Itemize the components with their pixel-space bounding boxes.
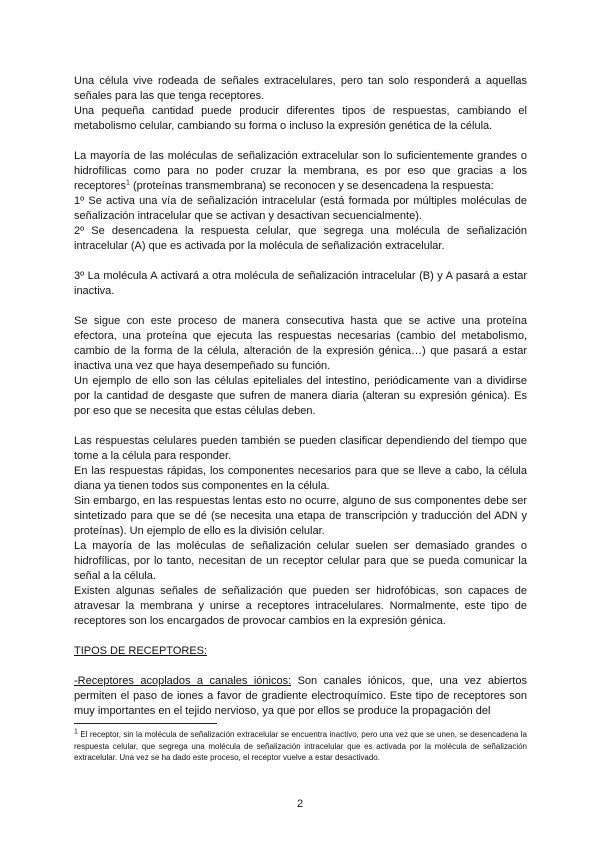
paragraph-13: Existen algunas señales de señalización que pueden ser hidrofóbicas, son capaces de atravesar la membrana y unirse a receptores intracelulares. Normalmente, este tipo de receptores son los encargados de provocar cambios en la expresión génica.	[74, 585, 527, 627]
paragraph-10: En las respuestas rápidas, los componentes necesarios para que se lleve a cabo, la célula diana ya tienen todos sus componentes en la célula.	[74, 465, 527, 492]
paragraph-3-text: La mayoría de las moléculas de señalización extracelular son lo suficientemente grandes o hidrofílicas como para no poder cruzar la membrana, es por eso que gracias a los receptores	[74, 150, 527, 192]
footnote-reference: 1	[125, 179, 130, 187]
page-number: 2	[296, 798, 304, 810]
footnote-text: El receptor, sin la molécula de señalización extracelular se encuentra inactivo, pero una vez que se unen, se desencadena la respuesta celular, que segrega una molécula de señalización intracelular que es activada por la molécula de señalización extracelular. Una vez se ha dado este proceso, el receptor vuelve a estar desactivado.	[74, 730, 527, 762]
footnote	[74, 729, 527, 764]
spacer	[74, 299, 527, 314]
spacer	[74, 134, 527, 149]
paragraph-7: Se sigue con este proceso de manera consecutiva hasta que se active una proteína efectora, una proteína que ejecuta las respuestas necesarias (cambio del metabolismo, cambio de la forma de la célula, alteración de la expresión génica…) que pasará a estar inactiva una vez que haya desempeñado su función.	[74, 315, 527, 372]
footnote-marker: 1	[74, 728, 78, 736]
spacer	[74, 659, 527, 674]
paragraph-14-text: Son canales iónicos, que, una vez abiertos permiten el paso de iones a favor de gradiente electroquímico. Este tipo de receptores son muy importantes en el tejido nervioso, ya que por ellos se produce la propagación del	[74, 675, 527, 717]
spacer	[74, 254, 527, 269]
paragraph-4: 1º Se activa una vía de señalización intracelular (está formada por múltiples moléculas de señalización intracelular que se activan y desactivan secuencialmente).	[74, 195, 527, 222]
paragraph-12: La mayoría de las moléculas de señalización celular suelen ser demasiado grandes o hidrofílicas, por lo tanto, necesitan de un receptor celular para que se pueda comunicar la señal a la célula.	[74, 540, 527, 582]
paragraph-2: Una pequeña cantidad puede producir diferentes tipos de respuestas, cambiando el metabolismo celular, cambiando su forma o incluso la expresión genética de la célula.	[74, 105, 527, 132]
paragraph-8: Un ejemplo de ello son las células epiteliales del intestino, periódicamente van a dividirse por la cantidad de desgaste que sufren de manera diaria (alteran su expresión génica). Es por eso que se necesita que estas células deben.	[74, 375, 527, 417]
paragraph-1: Una célula vive rodeada de señales extracelulares, pero tan solo responderá a aquellas señales para las que tenga receptores.	[74, 75, 527, 102]
footnote-separator	[74, 723, 217, 724]
paragraph-6: 3º La molécula A activará a otra molécula de señalización intracelular (B) y A pasará a estar inactiva.	[74, 270, 527, 297]
section-heading: TIPOS DE RECEPTORES:	[74, 645, 208, 657]
paragraph-5: 2º Se desencadena la respuesta celular, que segrega una molécula de señalización intracelular (A) que es activada por la molécula de señalización extracelular.	[74, 225, 527, 252]
paragraph-11: Sin embargo, en las respuestas lentas esto no ocurre, alguno de sus componentes debe ser sintetizado para que se dé (se necesita una etapa de transcripción y traducción del ADN y proteínas). Un ejemplo de ello es la división celular.	[74, 495, 527, 537]
body-text	[74, 74, 527, 719]
paragraph-14	[74, 674, 527, 719]
receptor-type-label: -Receptores acoplados a canales iónicos:	[74, 675, 292, 687]
paragraph-3	[74, 149, 527, 194]
paragraph-9: Las respuestas celulares pueden también se pueden clasificar dependiendo del tiempo que tome a la célula para responder.	[74, 435, 527, 462]
spacer	[74, 419, 527, 434]
paragraph-3-text-end: (proteínas transmembrana) se reconocen y se desencadena la respuesta:	[129, 180, 494, 192]
spacer	[74, 629, 527, 644]
